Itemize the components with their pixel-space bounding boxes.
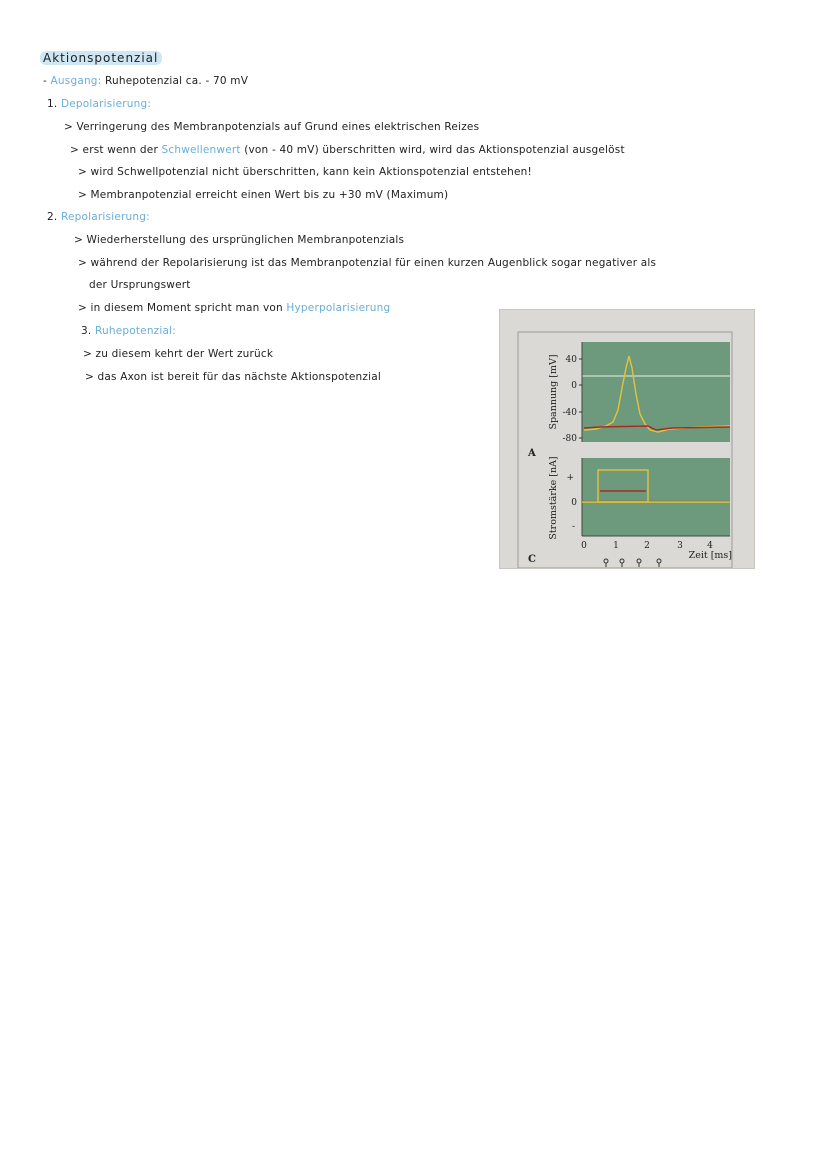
- x-tick-label: 0: [581, 541, 587, 551]
- list-item: [85, 370, 381, 384]
- list-item: [78, 256, 656, 270]
- section-number: 1.: [47, 98, 58, 110]
- panel-a-label: A: [528, 448, 536, 459]
- point-text: der Ursprungswert: [89, 279, 191, 291]
- list-item: [78, 301, 390, 315]
- x-tick-label: 2: [644, 541, 650, 551]
- panel-c-label: C: [528, 554, 536, 565]
- top-y-axis-label: Spannung [mV]: [548, 354, 559, 430]
- point-text: > Verringerung des Membranpotenzials auf Grund eines elektrischen Reizes: [64, 121, 480, 133]
- point-text: (von - 40 mV) überschritten wird, wird das Aktionspotenzial ausgelöst: [240, 144, 625, 156]
- bottom-y-axis-label: Stromstärke [nA]: [548, 456, 559, 540]
- list-item: [64, 120, 479, 134]
- list-item-continuation: [89, 278, 191, 292]
- figure-svg: [500, 310, 754, 568]
- intro-line: [43, 74, 248, 88]
- intro-label: Ausgang:: [50, 75, 102, 87]
- top-tick-label: 40: [565, 355, 577, 365]
- title-highlight: Aktionspotenzial: [40, 51, 162, 65]
- list-item: [83, 347, 273, 361]
- section-heading: Ruhepotenzial:: [94, 325, 177, 337]
- section-heading: Depolarisierung:: [60, 98, 152, 110]
- x-tick-label: 4: [707, 541, 713, 551]
- point-text: > wird Schwellpotenzial nicht überschritten, kann kein Aktionspotenzial entstehen!: [78, 166, 532, 178]
- list-item: [74, 233, 404, 247]
- section-heading-depolarisierung: [47, 97, 151, 111]
- point-text: > erst wenn der: [70, 144, 162, 156]
- list-item: [78, 165, 532, 179]
- x-axis-label: Zeit [ms]: [688, 550, 732, 561]
- top-tick-label: 0: [571, 381, 577, 391]
- highlight-term: Hyperpolarisierung: [286, 302, 391, 314]
- bottom-tick-label: +: [566, 473, 574, 483]
- bottom-tick-label: -: [571, 522, 575, 532]
- page-title: [40, 51, 162, 66]
- intro-text: Ruhepotenzial ca. - 70 mV: [104, 75, 249, 87]
- point-text: > während der Repolarisierung ist das Membranpotenzial für einen kurzen Augenblick sogar negativer als: [78, 257, 657, 269]
- section-number: 3.: [81, 325, 92, 337]
- section-heading-ruhepotenzial: [81, 324, 176, 338]
- top-tick-label: -80: [562, 434, 577, 444]
- x-tick-label: 1: [613, 541, 619, 551]
- point-text: > zu diesem kehrt der Wert zurück: [83, 348, 274, 360]
- section-heading: Repolarisierung:: [60, 211, 150, 223]
- top-tick-label: -40: [562, 408, 577, 418]
- x-tick-label: 3: [677, 541, 683, 551]
- bottom-tick-label: 0: [571, 498, 577, 508]
- point-text: > in diesem Moment spricht man von: [78, 302, 287, 314]
- section-heading-repolarisierung: [47, 210, 150, 224]
- point-text: > Membranpotenzial erreicht einen Wert bis zu +30 mV (Maximum): [78, 189, 449, 201]
- highlight-term: Schwellenwert: [161, 144, 241, 156]
- intro-bullet: -: [43, 75, 47, 87]
- list-item: [70, 143, 625, 157]
- list-item: [78, 188, 448, 202]
- point-text: > das Axon ist bereit für das nächste Aktionspotenzial: [85, 371, 381, 383]
- point-text: > Wiederherstellung des ursprünglichen Membranpotenzials: [74, 234, 405, 246]
- action-potential-figure: [499, 309, 755, 569]
- section-number: 2.: [47, 211, 58, 223]
